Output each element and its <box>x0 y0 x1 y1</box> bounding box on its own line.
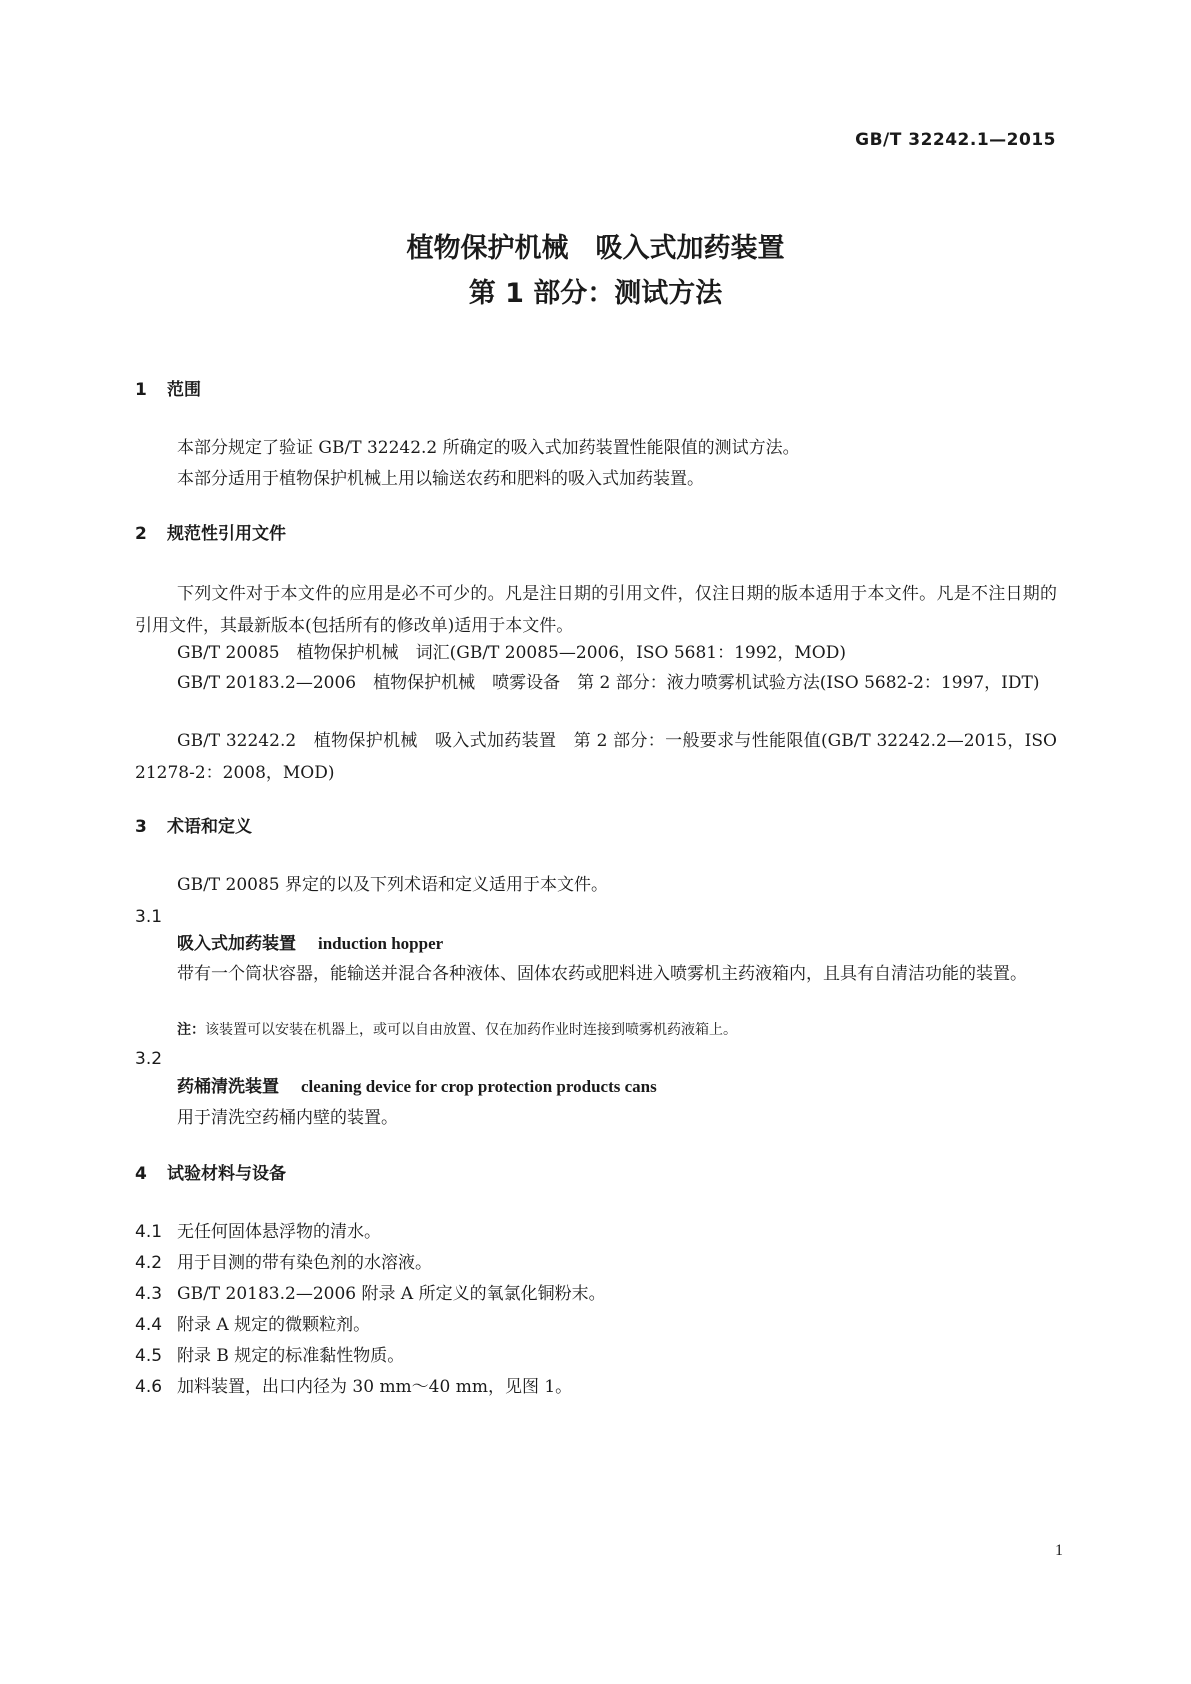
list-item <box>135 1372 572 1402</box>
section-heading-scope <box>135 378 201 402</box>
section-number: 1 <box>135 380 147 400</box>
section-title: 试验材料与设备 <box>167 1164 286 1184</box>
section-title: 规范性引用文件 <box>167 524 286 544</box>
item-text: 加料装置，出口内径为 30 mm～40 mm，见图 1。 <box>177 1377 573 1397</box>
document-title-line-1: 植物保护机械 吸入式加药装置 <box>406 233 785 264</box>
reference-entry: GB/T 20085 植物保护机械 词汇(GB/T 20085—2006，ISO 5681：1992，MOD) <box>177 643 846 663</box>
section-number: 3 <box>135 817 147 837</box>
item-number: 4.3 <box>135 1284 163 1304</box>
document-title-line-2: 第 1 部分：测试方法 <box>468 278 723 309</box>
term-entry <box>177 930 443 958</box>
item-number: 4.5 <box>135 1346 163 1366</box>
section-number: 4 <box>135 1164 147 1184</box>
term-chinese: 药桶清洗装置 <box>177 1077 279 1097</box>
item-text: 用于目测的带有染色剂的水溶液。 <box>177 1253 432 1273</box>
section-heading-materials-equipment <box>135 1162 286 1186</box>
section-heading-terms-definitions <box>135 815 252 839</box>
item-number: 4.6 <box>135 1377 163 1397</box>
term-english: cleaning device for crop protection products cans <box>301 1077 657 1096</box>
term-note <box>177 1018 1057 1042</box>
paragraph: 本部分规定了验证 GB/T 32242.2 所确定的吸入式加药装置性能限值的测试方法。 <box>177 438 800 458</box>
list-item <box>135 1217 381 1247</box>
term-number: 3.1 <box>135 907 163 927</box>
item-number: 4.1 <box>135 1222 163 1242</box>
note-text: 该装置可以安装在机器上，或可以自由放置、仅在加药作业时连接到喷雾机药液箱上。 <box>205 1022 737 1038</box>
term-definition: 带有一个筒状容器，能输送并混合各种液体、固体农药或肥料进入喷雾机主药液箱内，且具有自清洁功能的装置。 <box>177 964 1027 984</box>
term-definition: 用于清洗空药桶内壁的装置。 <box>177 1108 398 1128</box>
section-heading-normative-references <box>135 522 286 546</box>
term-entry <box>177 1073 657 1101</box>
section-number: 2 <box>135 524 147 544</box>
standard-number: GB/T 32242.1—2015 <box>855 130 1056 150</box>
section-title: 术语和定义 <box>167 817 252 837</box>
item-text: 无任何固体悬浮物的清水。 <box>177 1222 381 1242</box>
item-text: GB/T 20183.2—2006 附录 A 所定义的氧氯化铜粉末。 <box>177 1284 606 1304</box>
term-number: 3.2 <box>135 1049 163 1069</box>
reference-entry: GB/T 32242.2 植物保护机械 吸入式加药装置 第 2 部分：一般要求与性能限值(GB/T 32242.2—2015，ISO 21278-2：2008，MOD) <box>135 731 1057 783</box>
term-english: induction hopper <box>318 934 444 953</box>
note-label: 注： <box>177 1022 205 1038</box>
list-item <box>135 1279 606 1309</box>
term-chinese: 吸入式加药装置 <box>177 934 296 954</box>
paragraph: 下列文件对于本文件的应用是必不可少的。凡是注日期的引用文件，仅注日期的版本适用于本文件。凡是不注日期的引用文件，其最新版本(包括所有的修改单)适用于本文件。 <box>135 584 1057 636</box>
paragraph: GB/T 20085 界定的以及下列术语和定义适用于本文件。 <box>177 875 609 895</box>
item-number: 4.2 <box>135 1253 163 1273</box>
item-text: 附录 B 规定的标准黏性物质。 <box>177 1346 405 1366</box>
list-item <box>135 1341 404 1371</box>
list-item <box>135 1248 432 1278</box>
item-number: 4.4 <box>135 1315 163 1335</box>
page-number: 1 <box>1055 1542 1063 1559</box>
section-title: 范围 <box>167 380 201 400</box>
reference-entry: GB/T 20183.2—2006 植物保护机械 喷雾设备 第 2 部分：液力喷雾机试验方法(ISO 5682-2：1997，IDT) <box>177 673 1040 693</box>
item-text: 附录 A 规定的微颗粒剂。 <box>177 1315 371 1335</box>
paragraph: 本部分适用于植物保护机械上用以输送农药和肥料的吸入式加药装置。 <box>177 469 704 489</box>
list-item <box>135 1310 370 1340</box>
